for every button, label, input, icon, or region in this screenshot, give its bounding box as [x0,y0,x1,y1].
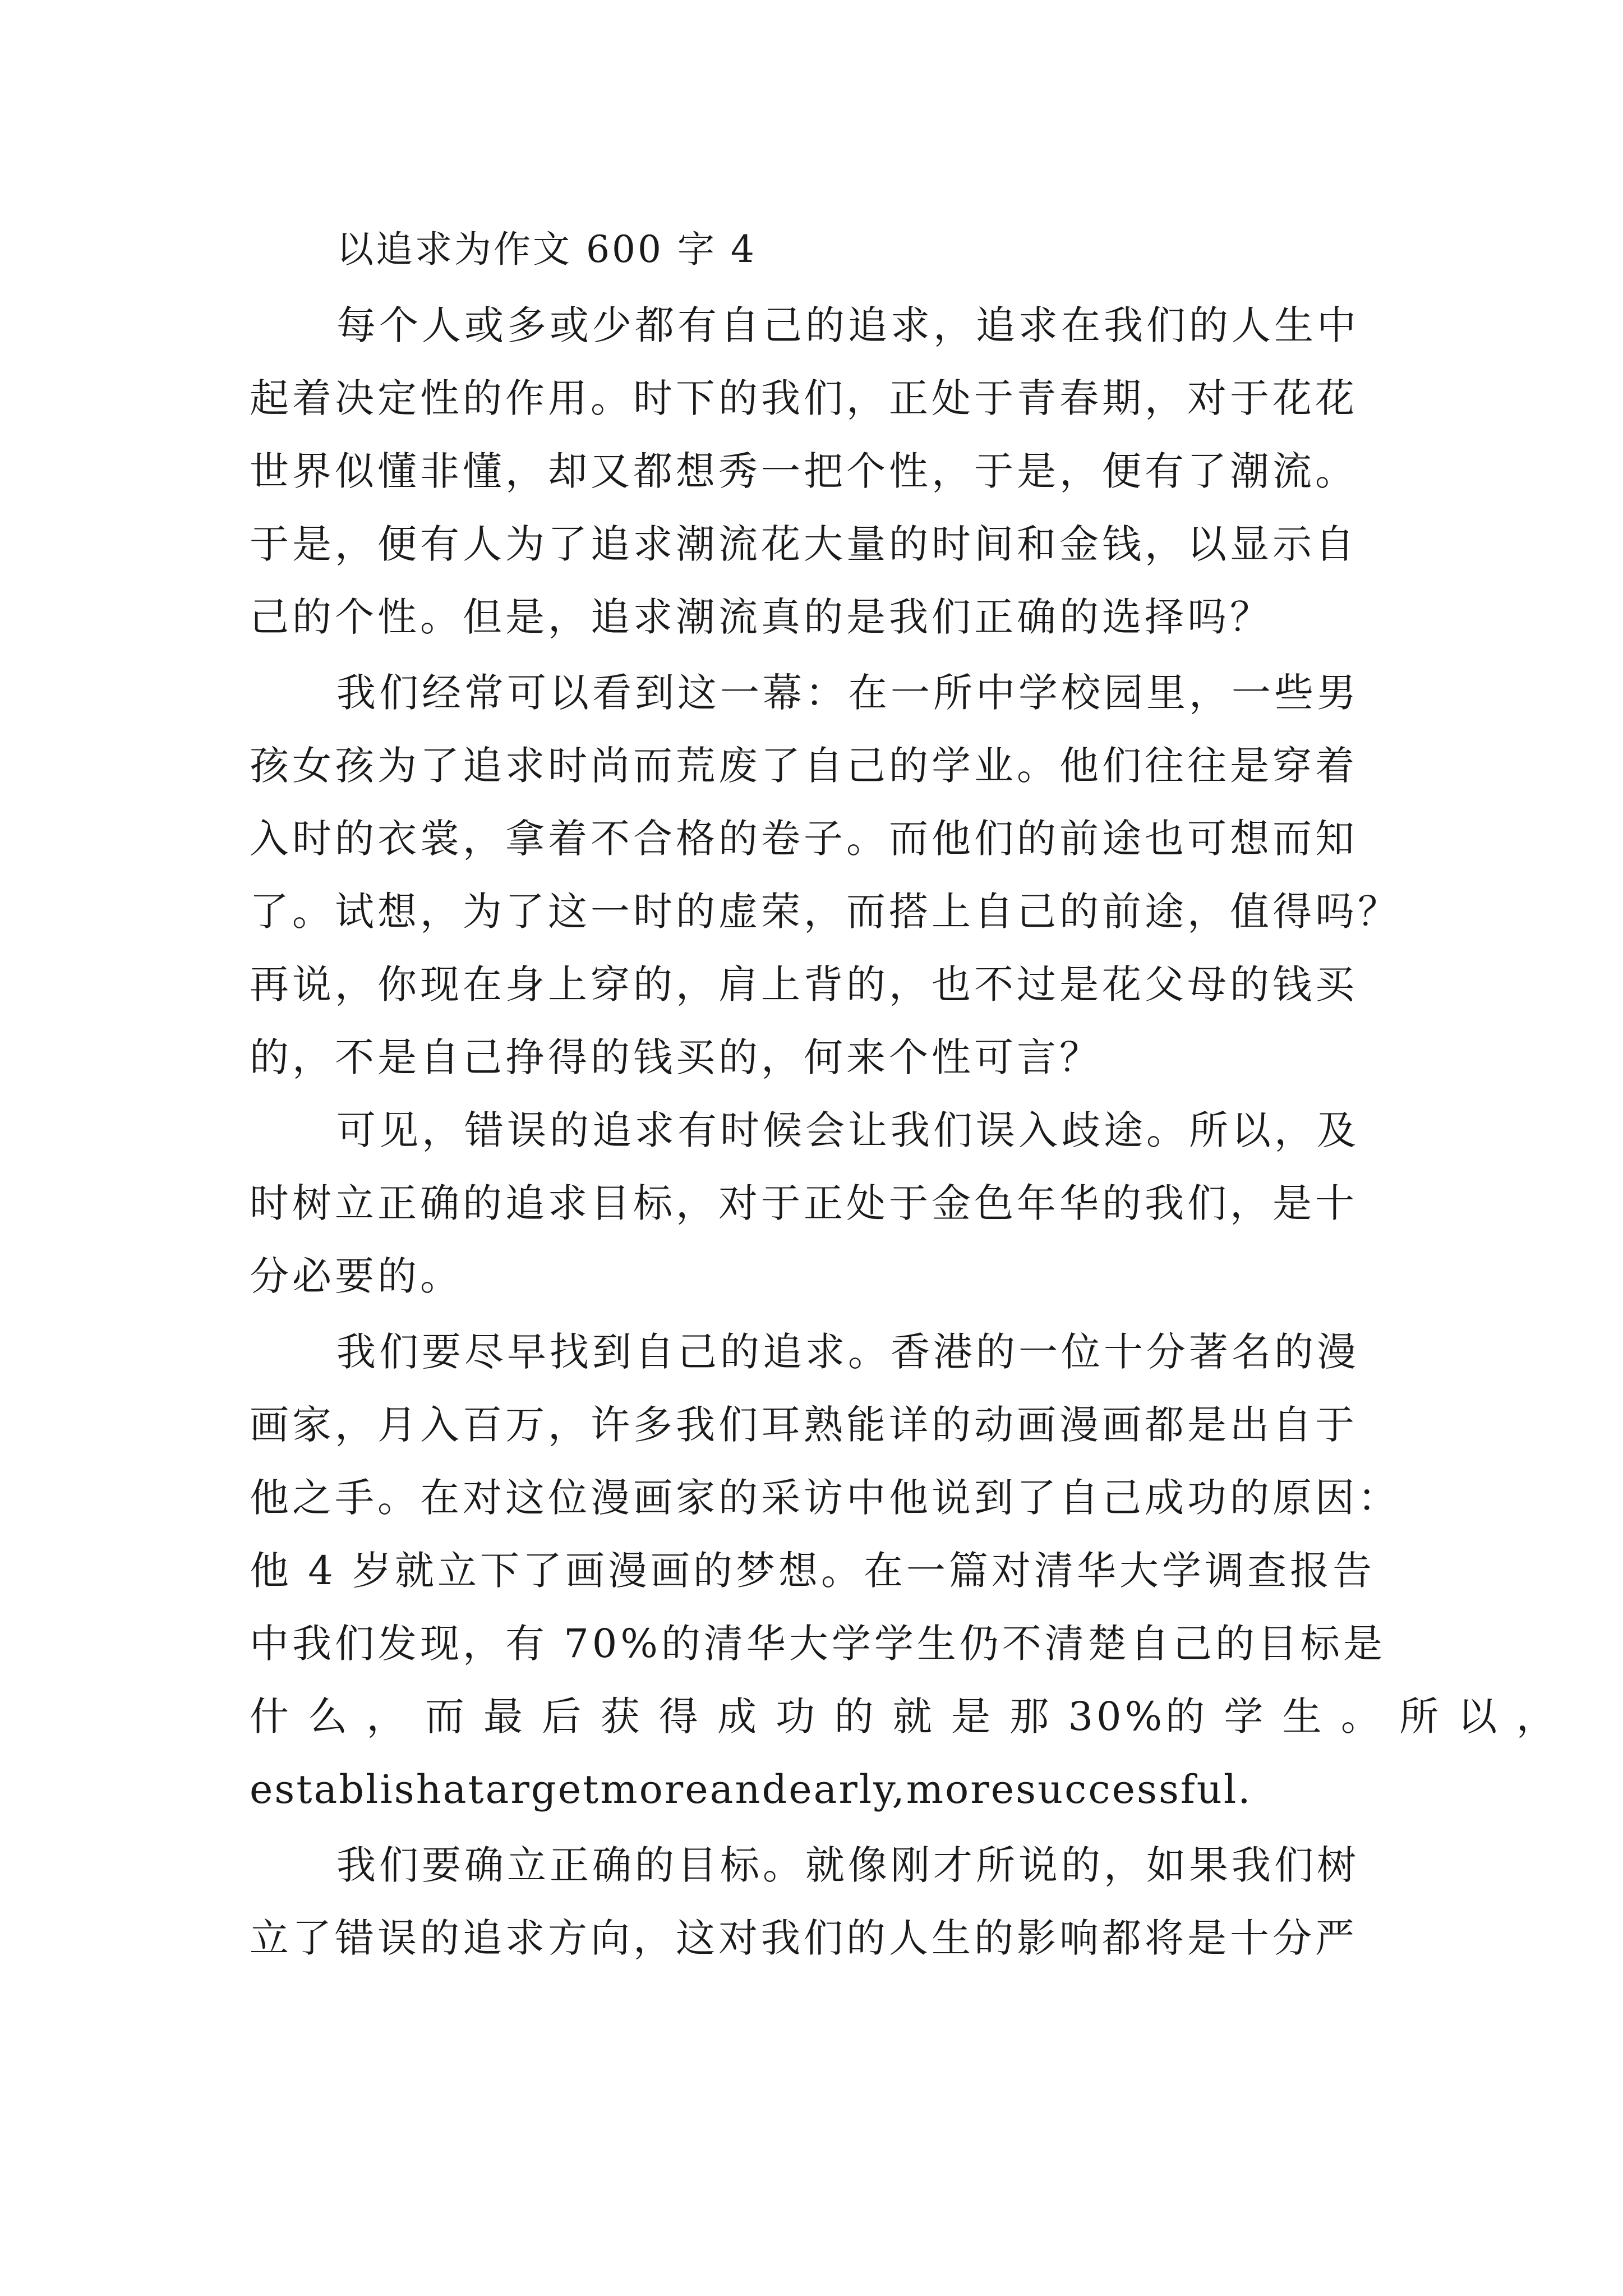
text-line: 什 么 ， 而 最 后 获 得 成 功 的 就 是 那 30%的 学 生 。 所 以 ， [250,1694,1559,1740]
text-line: 孩女孩为了追求时尚而荒废了自己的学业。他们往往是穿着 [250,743,1358,789]
text-line: 世界似懂非懂，却又都想秀一把个性，于是，便有了潮流。 [250,448,1358,494]
text-line: 我们经常可以看到这一幕：在一所中学校园里，一些男 [336,670,1359,716]
text-line: 可见，错误的追求有时候会让我们误入歧途。所以，及 [336,1107,1359,1153]
text-line: 的，不是自己挣得的钱买的，何来个性可言？ [250,1034,1102,1080]
document-title: 以追求为作文 600 字 4 [336,228,757,271]
text-line: 时树立正确的追求目标，对于正处于金色年华的我们，是十 [250,1180,1358,1226]
text-line: 己的个性。但是，追求潮流真的是我们正确的选择吗？ [250,594,1272,640]
text-line: 中我们发现，有 70%的清华大学学生仍不清楚自己的目标是 [250,1621,1386,1667]
text-line: 了。试想，为了这一时的虚荣，而搭上自己的前途，值得吗？ [250,889,1400,935]
text-line: 于是，便有人为了追求潮流花大量的时间和金钱，以显示自 [250,521,1358,567]
text-line: 我们要尽早找到自己的追求。香港的一位十分著名的漫 [336,1329,1359,1375]
text-line: 每个人或多或少都有自己的追求，追求在我们的人生中 [336,302,1359,348]
text-line: 我们要确立正确的目标。就像刚才所说的，如果我们树 [336,1842,1359,1888]
text-line: 起着决定性的作用。时下的我们，正处于青春期，对于花花 [250,375,1358,421]
text-line: establishatargetmoreandearly,moresuccessful. [250,1766,1252,1812]
text-line: 分必要的。 [250,1253,463,1299]
text-line: 画家，月入百万，许多我们耳熟能详的动画漫画都是出自于 [250,1402,1358,1448]
text-line: 他 4 岁就立下了画漫画的梦想。在一篇对清华大学调查报告 [250,1548,1376,1594]
text-line: 他之手。在对这位漫画家的采访中他说到了自己成功的原因： [250,1475,1400,1521]
text-line: 入时的衣裳，拿着不合格的卷子。而他们的前途也可想而知 [250,816,1358,862]
text-line: 再说，你现在身上穿的，肩上背的，也不过是花父母的钱买 [250,961,1358,1007]
text-line: 立了错误的追求方向，这对我们的人生的影响都将是十分严 [250,1915,1358,1961]
